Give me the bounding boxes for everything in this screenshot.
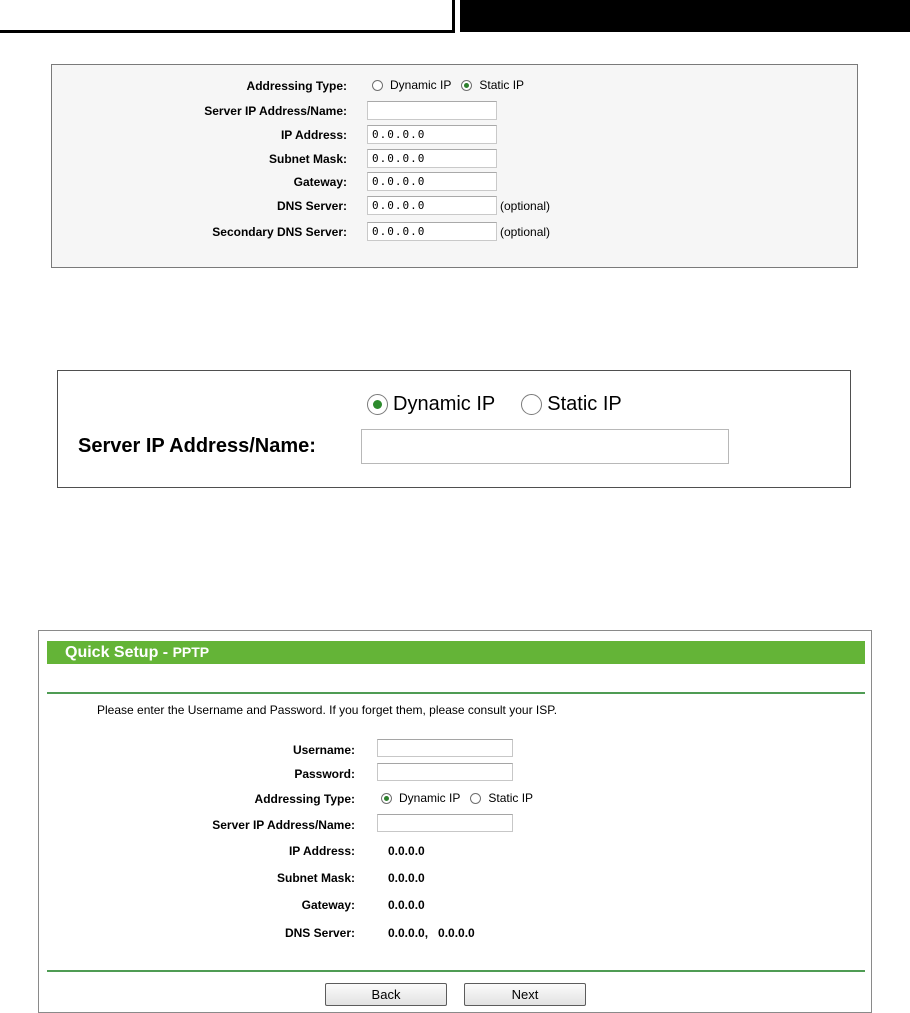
qs-subnet-mask-label: Subnet Mask: (276, 871, 355, 885)
server-ip-input[interactable] (367, 101, 497, 120)
next-button[interactable]: Next (464, 983, 586, 1006)
qs-server-ip-label: Server IP Address/Name: (212, 818, 355, 832)
password-input[interactable] (377, 763, 513, 781)
zoom-static-ip-label: Static IP (547, 393, 622, 415)
secondary-dns-row (52, 221, 857, 243)
static-ip-panel (51, 64, 858, 268)
gateway-row (52, 171, 857, 193)
secondary-dns-optional-note: (optional) (500, 225, 551, 239)
qs-ip-address-label: IP Address: (288, 844, 355, 858)
ip-address-row (52, 124, 857, 146)
subnet-mask-input[interactable]: 0.0.0.0 (367, 149, 497, 168)
qs-gateway-value: 0.0.0.0 (388, 898, 425, 912)
gateway-label: Gateway: (293, 175, 347, 189)
header-underline (0, 30, 452, 33)
ip-address-input[interactable]: 0.0.0.0 (367, 125, 497, 144)
qs-dns-server-label: DNS Server: (284, 926, 355, 940)
secondary-dns-label: Secondary DNS Server: (212, 225, 347, 239)
zoom-dynamic-ip-radio[interactable] (367, 394, 388, 415)
dns-server-row (39, 922, 871, 944)
quick-setup-title-bar (47, 641, 865, 664)
password-row (39, 763, 871, 785)
instructions-text: Please enter the Username and Password. If you forget them, please consult your ISP. (97, 703, 558, 717)
qs-dynamic-ip-label: Dynamic IP (399, 791, 461, 805)
dynamic-ip-label: Dynamic IP (390, 78, 452, 92)
header-divider (452, 0, 455, 33)
addressing-type-label: Addressing Type: (246, 79, 347, 93)
server-ip-row (39, 814, 871, 836)
addressing-type-row (52, 75, 857, 97)
username-row (39, 739, 871, 761)
dns-optional-note: (optional) (500, 199, 551, 213)
zoom-static-ip-radio[interactable] (521, 394, 542, 415)
zoom-dynamic-ip-label: Dynamic IP (393, 393, 496, 415)
qs-subnet-mask-value: 0.0.0.0 (388, 871, 425, 885)
username-label: Username: (292, 743, 355, 757)
top-divider (47, 692, 865, 694)
dns-server-label: DNS Server: (276, 199, 347, 213)
zoom-server-ip-input[interactable] (361, 429, 729, 464)
qs-gateway-label: Gateway: (301, 898, 355, 912)
header-bar (460, 0, 910, 32)
password-label: Password: (294, 767, 355, 781)
static-ip-radio[interactable] (461, 80, 472, 91)
static-ip-label: Static IP (479, 78, 525, 92)
qs-dns-server-value: 0.0.0.0, 0.0.0.0 (388, 926, 475, 940)
qs-server-ip-input[interactable] (377, 814, 513, 832)
subnet-mask-row (39, 867, 871, 889)
dns-server-row (52, 195, 857, 217)
secondary-dns-input[interactable]: 0.0.0.0 (367, 222, 497, 241)
bottom-divider (47, 970, 865, 972)
dynamic-ip-zoom-panel (57, 370, 851, 488)
quick-setup-subtitle: PPTP (172, 644, 210, 660)
qs-addressing-radios (381, 791, 543, 805)
quick-setup-title: Quick Setup - (65, 644, 169, 661)
zoom-addressing-radios (367, 393, 622, 416)
dynamic-ip-radio[interactable] (372, 80, 383, 91)
qs-static-ip-radio[interactable] (470, 793, 481, 804)
qs-addressing-type-label: Addressing Type: (254, 792, 355, 806)
gateway-row (39, 894, 871, 916)
qs-ip-address-value: 0.0.0.0 (388, 844, 425, 858)
addressing-type-row (39, 788, 871, 810)
subnet-mask-row (52, 148, 857, 170)
server-ip-label: Server IP Address/Name: (204, 104, 347, 118)
username-input[interactable] (377, 739, 513, 757)
quick-setup-pptp-panel (38, 630, 872, 1013)
ip-address-label: IP Address: (280, 128, 347, 142)
zoom-server-ip-label: Server IP Address/Name: (78, 435, 316, 457)
subnet-mask-label: Subnet Mask: (268, 152, 347, 166)
ip-address-row (39, 840, 871, 862)
server-ip-row (52, 100, 857, 122)
qs-static-ip-label: Static IP (488, 791, 534, 805)
back-button[interactable]: Back (325, 983, 447, 1006)
qs-dynamic-ip-radio[interactable] (381, 793, 392, 804)
addressing-type-radios (372, 78, 534, 92)
dns-server-input[interactable]: 0.0.0.0 (367, 196, 497, 215)
gateway-input[interactable]: 0.0.0.0 (367, 172, 497, 191)
